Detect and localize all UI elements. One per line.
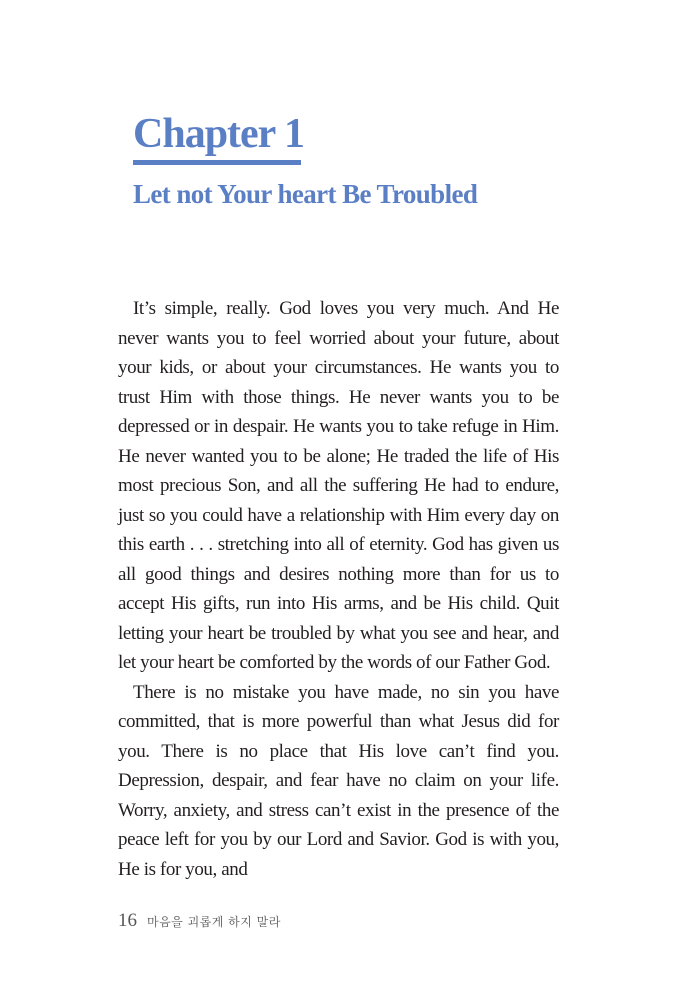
chapter-title: Chapter 1 <box>133 111 305 157</box>
page-footer <box>118 910 281 932</box>
paragraph: There is no mistake you have made, no sin you have committed, that is more powerful than what Jesus did for you. There is no place that His love can’t find you. Depression, despair, and fear have no claim on your life. Worry, anxiety, and stress can’t exist in the presence of the peace left for you by our Lord and Savior. God is with you, He is for you, and <box>118 681 559 880</box>
body-text <box>118 294 559 884</box>
running-title: 마음을 괴롭게 하지 말라 <box>147 915 281 929</box>
paragraph: It’s simple, really. God loves you very much. And He never wants you to feel worried about your future, about your kids, or about your circumstances. He wants you to trust Him with those things. He never wants you to be depressed or in despair. He wants you to take refuge in Him. He never wanted you to be alone; He traded the life of His most precious Son, and all the suffering He had to endure, just so you could have a relationship with Him every day on this earth . . . stretching into all of eternity. God has given us all good things and desires nothing more than for us to accept His gifts, run into His arms, and be His child. Quit letting your heart be troubled by what you see and hear, and let your heart be comforted by the words of our Father God. <box>118 298 559 673</box>
chapter-subtitle: Let not Your heart Be Troubled <box>133 179 478 209</box>
page-number: 16 <box>118 910 137 931</box>
chapter-title-underline <box>133 160 301 165</box>
